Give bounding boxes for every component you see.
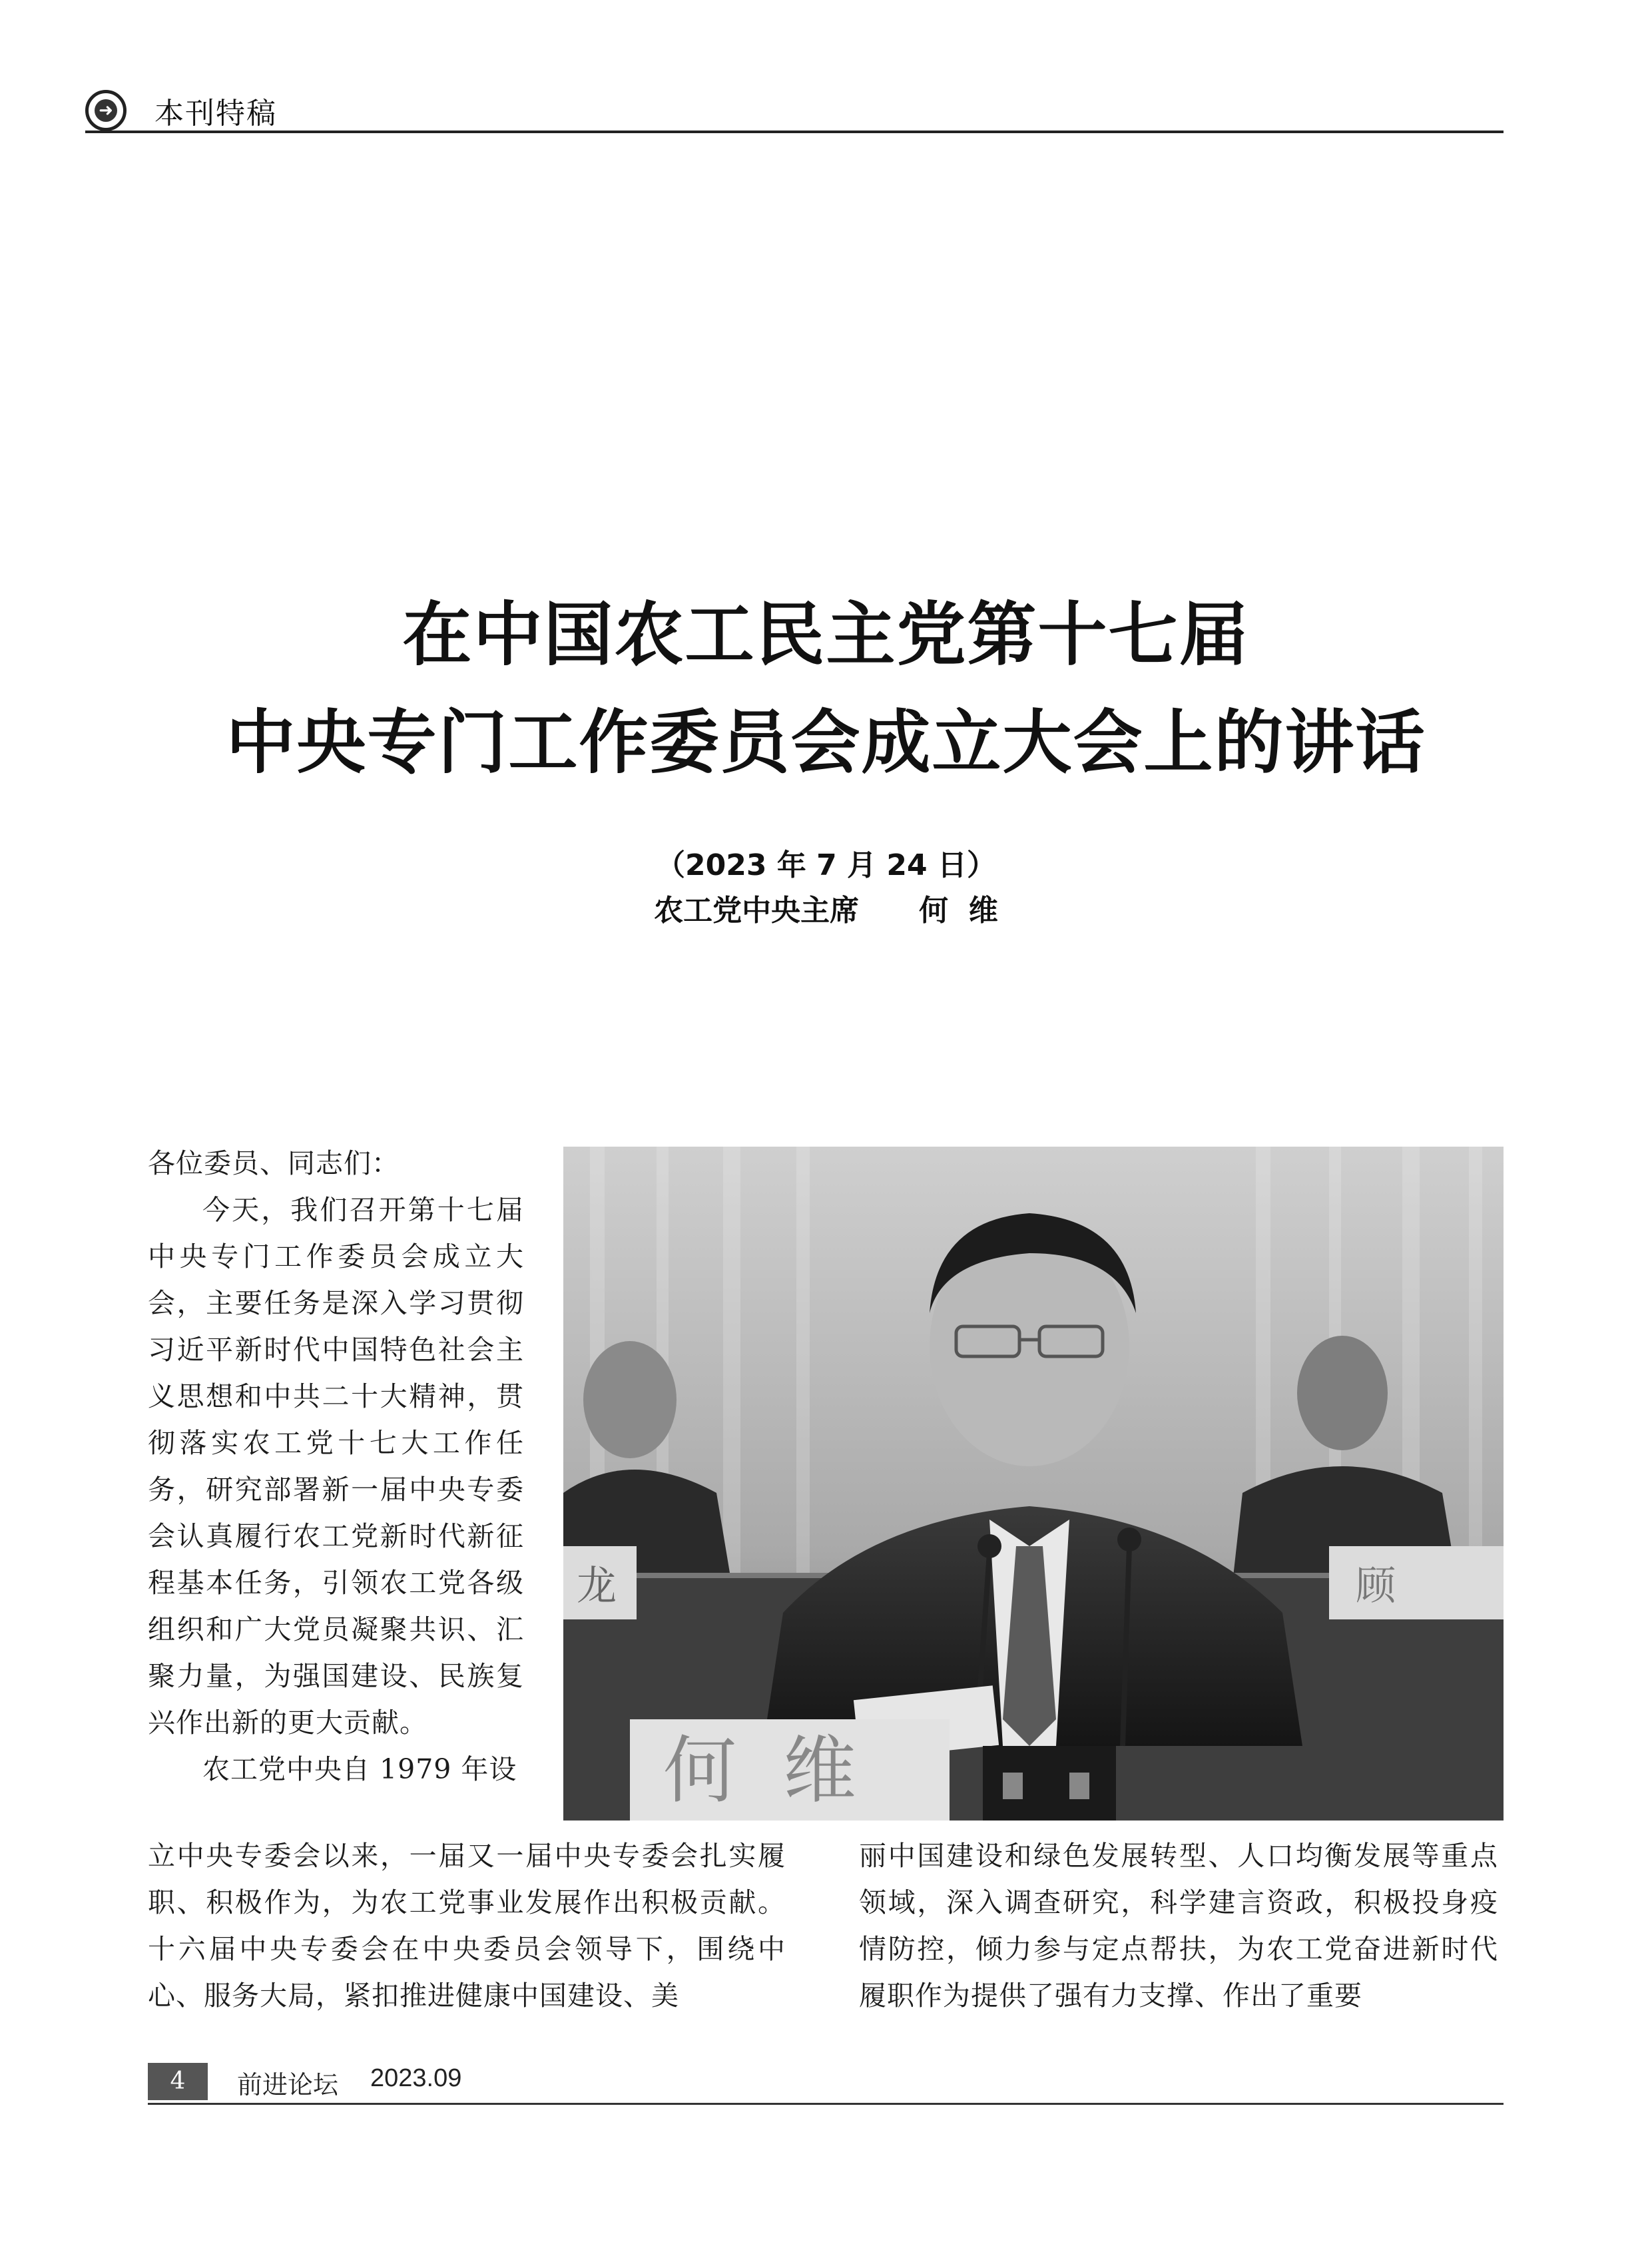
paragraph-2-start: 农工党中央自 1979 年设 <box>202 1753 517 1785</box>
salutation: 各位委员、同志们： <box>148 1147 400 1179</box>
section-label: 本刊特稿 <box>154 97 277 131</box>
page-number: 4 <box>148 2063 208 2100</box>
arrow-right-circle-icon: ➜ <box>85 90 127 131</box>
footer-divider <box>148 2103 1504 2105</box>
article-title-line-1: 在中国农工民主党第十七届 <box>402 594 1250 675</box>
nameplate-right-text: 顾 <box>1356 1563 1396 1609</box>
author-name: 何 维 <box>919 894 998 928</box>
byline <box>0 892 1652 930</box>
speech-date: （2023 年 7 月 24 日） <box>656 848 996 882</box>
author-role: 农工党中央主席 <box>654 894 860 928</box>
paragraph-2-continued-left: 立中央专委会以来，一届又一届中央专委会扎实履职、积极作为，为农工党事业发展作出积极贡献。十六届中央专委会在中央委员会领导下，围绕中心、服务大局，紧扣推进健康中国建设、美 <box>148 1840 786 2012</box>
nameplate-center-text: 何 维 <box>663 1728 856 1813</box>
nameplate-left-text: 龙 <box>577 1563 617 1609</box>
left-column <box>148 1140 524 1793</box>
speaker-photo <box>563 1147 1504 1821</box>
header-divider <box>85 131 1504 133</box>
bottom-right-column <box>859 1832 1498 2019</box>
article-title-line-2: 中央专门工作委员会成立大会上的讲话 <box>226 702 1426 783</box>
issue-date: 2023.09 <box>370 2064 462 2092</box>
bottom-left-column <box>148 1832 786 2019</box>
paragraph-2-continued-right: 丽中国建设和绿色发展转型、人口均衡发展等重点领域，深入调查研究，科学建言资政，积极投身疫情防控，倾力参与定点帮扶，为农工党奋进新时代履职作为提供了强有力支撑、作出了重要 <box>859 1840 1498 2012</box>
paragraph-1: 今天，我们召开第十七届中央专门工作委员会成立大会，主要任务是深入学习贯彻习近平新时代中国特色社会主义思想和中共二十大精神，贯彻落实农工党十七大工作任务，研究部署新一届中央专委会认真履行农工党新时代新征程基本任务，引领农工党各级组织和广大党员凝聚共识、汇聚力量，为强国建设、民族复兴作出新的更大贡献。 <box>148 1194 524 1739</box>
magazine-name: 前进论坛 <box>237 2070 339 2100</box>
